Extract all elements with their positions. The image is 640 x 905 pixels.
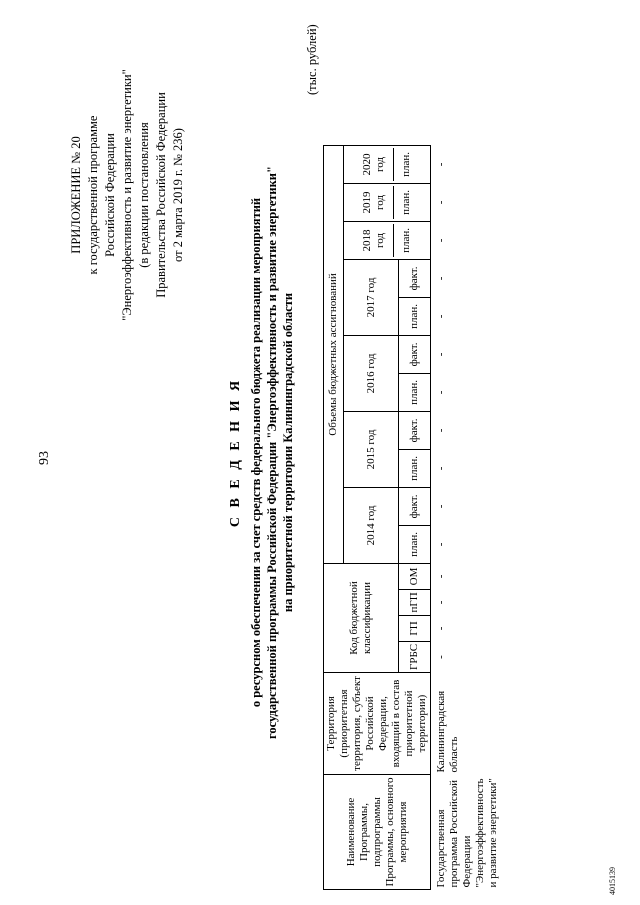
title-line: государственной программы Российской Федерации "Энергоэффективность и развитие энергетики" [265, 166, 279, 739]
code-gp: ГП [399, 615, 431, 641]
header-territory: Территория (приоритетная территория, субъект Российской Федерации, входящий в состав приоритетной территории) [324, 673, 431, 775]
row-territory: Калининградская область [435, 690, 460, 773]
year-2018-plan: 2018 год план. [344, 221, 431, 259]
title-line: о ресурсном обеспечении за счет средств федерального бюджета реализации мероприятий [249, 197, 263, 708]
row-value: - [435, 466, 447, 471]
appendix-header [68, 45, 187, 345]
row-value: - [435, 542, 447, 547]
year-2016: 2016 год [344, 335, 399, 411]
row-value: - [435, 626, 447, 631]
year-2017: 2017 год [344, 259, 399, 335]
row-value: - [435, 428, 447, 433]
appendix-line: (в редакции постановления [137, 122, 151, 268]
year-2015: 2015 год [344, 411, 399, 487]
header-name: Наименование Программы, подпрограммы Программы, основного мероприятия [324, 775, 431, 890]
unit-label: (тыс. рублей) [305, 24, 319, 95]
year-2014: 2014 год [344, 487, 399, 563]
header-volumes: Объемы бюджетных ассигнований [324, 145, 344, 563]
year-2019-plan: 2019 год план. [344, 183, 431, 221]
row-value: - [435, 314, 447, 319]
row-value: - [435, 600, 447, 605]
fact-label: факт. [399, 487, 431, 525]
appendix-line: от 2 марта 2019 г. № 236) [171, 128, 185, 262]
code-om: ОМ [399, 563, 431, 589]
appendix-line: Российской Федерации [103, 133, 117, 257]
appendix-line: ПРИЛОЖЕНИЕ № 20 [69, 136, 83, 254]
page-number: 93 [37, 451, 52, 465]
title-heading: С В Е Д Е Н И Я [228, 377, 243, 528]
title-line: на приоритетной территории Калининградской области [281, 292, 295, 613]
appendix-line: к государственной программе [86, 115, 100, 275]
document-title [228, 0, 296, 905]
row-value: - [435, 276, 447, 281]
plan-label: план. [399, 297, 431, 335]
appendix-line: Правительства Российской Федерации [154, 92, 168, 298]
row-value: - [435, 238, 447, 243]
row-value: - [435, 200, 447, 205]
resource-table [323, 145, 503, 890]
code-grbs: ГРБС [399, 641, 431, 672]
plan-label: план. [399, 525, 431, 563]
year-2020-plan: 2020 год план. [344, 145, 431, 183]
plan-label: план. [399, 373, 431, 411]
header-code: Код бюджетной классификации [324, 563, 399, 672]
fact-label: факт. [399, 259, 431, 297]
fact-label: факт. [399, 335, 431, 373]
row-value: - [435, 390, 447, 395]
table-row [431, 145, 503, 889]
appendix-line: "Энергоэффективность и развитие энергетики" [120, 69, 134, 321]
plan-label: план. [399, 449, 431, 487]
row-value: - [435, 352, 447, 357]
fact-label: факт. [399, 411, 431, 449]
row-value: - [435, 655, 447, 659]
row-value: - [435, 504, 447, 509]
code-pgp: пГП [399, 589, 431, 615]
row-value: - [435, 162, 447, 167]
row-program-name: Государственная программа Российской Федерации "Энергоэффективность и развитие энергетики" [435, 778, 499, 888]
row-value: - [435, 574, 447, 579]
document-barcode-number: 4015139 [608, 867, 617, 895]
